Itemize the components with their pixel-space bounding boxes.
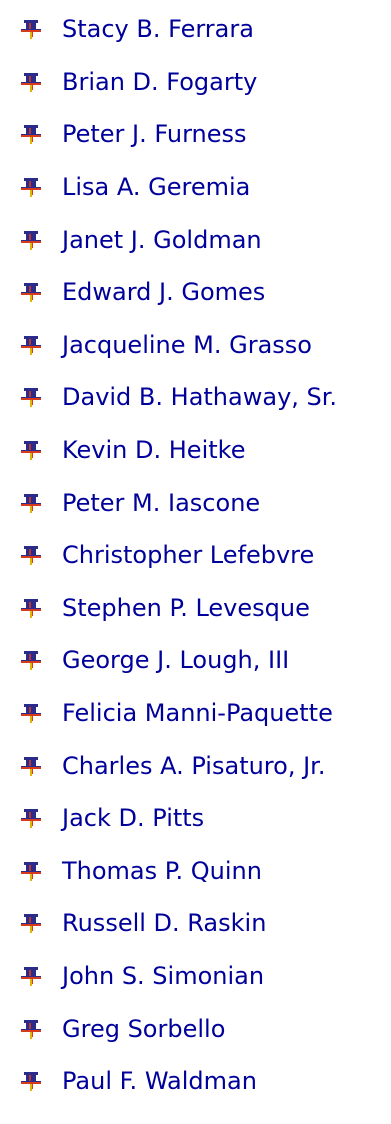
person-name: Charles A. Pisaturo, Jr. bbox=[62, 751, 326, 780]
pushpin-icon bbox=[20, 281, 42, 303]
list-item bbox=[0, 266, 391, 319]
pushpin-icon bbox=[20, 597, 42, 619]
person-name: George J. Lough, III bbox=[62, 646, 290, 675]
list-item bbox=[0, 792, 391, 845]
list-item bbox=[0, 108, 391, 161]
list-item bbox=[0, 161, 391, 214]
pushpin-icon bbox=[20, 755, 42, 777]
list-item bbox=[0, 56, 391, 109]
person-name: Peter M. Iascone bbox=[62, 488, 261, 517]
list-item bbox=[0, 739, 391, 792]
pushpin-icon bbox=[20, 1070, 42, 1092]
list-item bbox=[0, 1002, 391, 1055]
list-item bbox=[0, 3, 391, 56]
person-name: Kevin D. Heitke bbox=[62, 436, 246, 465]
person-name: Greg Sorbello bbox=[62, 1014, 226, 1043]
person-name: Felicia Manni-Paquette bbox=[62, 699, 333, 728]
list-item bbox=[0, 424, 391, 477]
pushpin-icon bbox=[20, 439, 42, 461]
list-item bbox=[0, 1055, 391, 1108]
pushpin-icon bbox=[20, 176, 42, 198]
pushpin-icon bbox=[20, 492, 42, 514]
pushpin-icon bbox=[20, 229, 42, 251]
pushpin-icon bbox=[20, 807, 42, 829]
list-item bbox=[0, 845, 391, 898]
person-name: Jack D. Pitts bbox=[62, 804, 205, 833]
list-item bbox=[0, 371, 391, 424]
name-list bbox=[0, 3, 391, 1107]
pushpin-icon bbox=[20, 1018, 42, 1040]
person-name: Peter J. Furness bbox=[62, 120, 247, 149]
pushpin-icon bbox=[20, 860, 42, 882]
list-item bbox=[0, 950, 391, 1003]
person-name: Janet J. Goldman bbox=[62, 225, 262, 254]
person-name: Brian D. Fogarty bbox=[62, 67, 258, 96]
person-name: David B. Hathaway, Sr. bbox=[62, 383, 338, 412]
list-item bbox=[0, 634, 391, 687]
person-name: Thomas P. Quinn bbox=[62, 856, 262, 885]
person-name: Stacy B. Ferrara bbox=[62, 15, 254, 44]
pushpin-icon bbox=[20, 965, 42, 987]
person-name: Lisa A. Geremia bbox=[62, 173, 251, 202]
person-name: Paul F. Waldman bbox=[62, 1067, 257, 1096]
person-name: Russell D. Raskin bbox=[62, 909, 267, 938]
pushpin-icon bbox=[20, 123, 42, 145]
pushpin-icon bbox=[20, 18, 42, 40]
list-item bbox=[0, 529, 391, 582]
pushpin-icon bbox=[20, 386, 42, 408]
pushpin-icon bbox=[20, 71, 42, 93]
list-item bbox=[0, 897, 391, 950]
list-item bbox=[0, 213, 391, 266]
list-item bbox=[0, 687, 391, 740]
person-name: Jacqueline M. Grasso bbox=[62, 330, 312, 359]
person-name: Edward J. Gomes bbox=[62, 278, 266, 307]
pushpin-icon bbox=[20, 544, 42, 566]
person-name: Stephen P. Levesque bbox=[62, 593, 310, 622]
pushpin-icon bbox=[20, 649, 42, 671]
list-item bbox=[0, 476, 391, 529]
list-item bbox=[0, 319, 391, 372]
pushpin-icon bbox=[20, 334, 42, 356]
person-name: Christopher Lefebvre bbox=[62, 541, 315, 570]
person-name: John S. Simonian bbox=[62, 961, 265, 990]
pushpin-icon bbox=[20, 912, 42, 934]
list-item bbox=[0, 582, 391, 635]
pushpin-icon bbox=[20, 702, 42, 724]
